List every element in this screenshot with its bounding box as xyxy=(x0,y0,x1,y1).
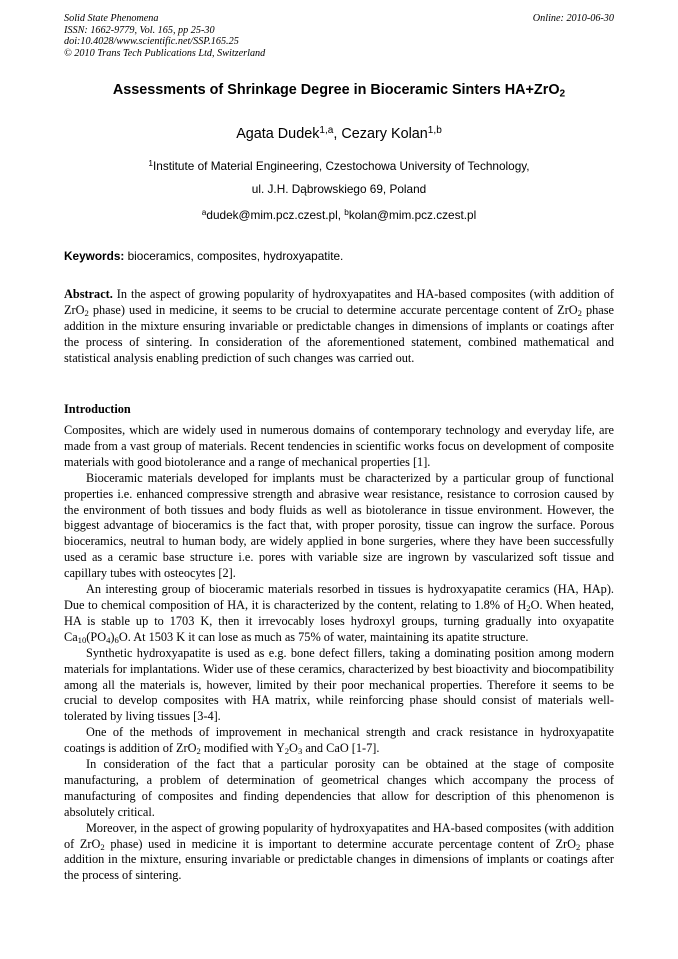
introduction-body xyxy=(64,423,614,884)
author-list xyxy=(40,125,638,143)
paragraph-text: An interesting group of bioceramic materials resorbed in tissues is hydroxyapatite ceramics (HA, HAp). Due to chemical composition of HA, it is characterized by the content, relating to 1.8% of H xyxy=(64,582,614,612)
paragraph-text: and CaO [1-7]. xyxy=(302,741,380,756)
body-paragraph xyxy=(64,582,614,646)
abstract-text: phase) used in medicine, it seems to be crucial to determine accurate percentage content of ZrO xyxy=(88,302,578,317)
paragraph-text: phase) used in medicine it is important to determine accurate percentage content of ZrO xyxy=(104,836,577,851)
paragraph-text: modified with Y xyxy=(200,741,285,756)
abstract-paragraph xyxy=(64,287,614,367)
paper-title xyxy=(40,81,638,99)
subscript: 2 xyxy=(100,841,105,852)
body-paragraph xyxy=(64,725,614,757)
keywords-label: Keywords: xyxy=(64,249,125,263)
subscript: 2 xyxy=(284,746,290,757)
subscript: 3 xyxy=(297,746,303,757)
body-paragraph: Synthetic hydroxyapatite is used as e.g. bone defect fillers, taking a dominating position among modern materials for implantations. Wider use of these ceramics, characterized by best bioactivity and biocompatibility among all the materials is, however, limited by their poor mechanical properties. Therefore it seems to be crucial to develop composites with HA matrix, while reinforcing phase should consist of materials well-tolerated by living tissues [3-4]. xyxy=(64,645,614,724)
keywords-text: bioceramics, composites, hydroxyapatite. xyxy=(124,249,344,263)
subscript: 2 xyxy=(577,308,582,319)
affiliation-address: ul. J.H. Dąbrowskiego 69, Poland xyxy=(251,182,427,196)
paragraph-text: O xyxy=(289,741,298,756)
subscript: 10 xyxy=(77,634,87,645)
keywords-section xyxy=(64,249,614,263)
author-emails xyxy=(40,208,638,222)
subscript: 6 xyxy=(114,634,119,645)
subscript: 2 xyxy=(526,603,531,614)
subscript: 2 xyxy=(84,308,89,319)
subscript: 2 xyxy=(196,746,201,757)
paragraph-text: O. When heated, HA is stable up to 1703 K, then it irrevocably loses hydroxyl groups, turning gradually into oxyapatite Ca xyxy=(64,597,614,644)
author-name: Agata Dudek xyxy=(236,126,320,142)
affiliation-marker: 1 xyxy=(148,158,153,168)
author-separator: , xyxy=(333,126,342,142)
email-marker: a xyxy=(201,207,207,217)
institute-text: Institute of Material Engineering, Czestochowa University of Technology, xyxy=(152,159,530,173)
journal-name: Solid State Phenomena xyxy=(64,13,159,24)
email-marker: b xyxy=(344,207,349,217)
author-superscript: 1,b xyxy=(427,124,442,136)
email-link[interactable]: dudek@mim.pcz.czest.pl, xyxy=(206,208,345,222)
abstract-text: phase addition in the mixture ensuring invariable or predictable changes in dimensions of implants or coatings after the process of sintering. In consideration of the aforementioned statement, combined mathematical and statistical analysis enabling prediction of such changes was carried out. xyxy=(64,302,614,365)
title-subscript: 2 xyxy=(559,88,566,100)
affiliation-institute xyxy=(40,159,638,173)
journal-header xyxy=(64,13,265,59)
body-paragraph xyxy=(64,821,614,885)
doi-line[interactable]: doi:10.4028/www.scientific.net/SSP.165.25 xyxy=(64,36,239,47)
subscript: 2 xyxy=(576,841,581,852)
subscript: 4 xyxy=(106,634,111,645)
paragraph-text: Moreover, in the aspect of growing popularity of hydroxyapatites and HA-based composites (with addition of ZrO xyxy=(64,820,614,851)
author-name: Cezary Kolan xyxy=(341,126,428,142)
paragraph-text: phase addition in the mixture, ensuring invariable or predictable changes in dimensions of implants or coatings after the process of sintering. xyxy=(64,836,614,883)
paragraph-text: (PO xyxy=(86,629,107,644)
email-link[interactable]: kolan@mim.pcz.czest.pl xyxy=(348,208,477,222)
paragraph-text: ) xyxy=(110,629,115,644)
body-paragraph: In consideration of the fact that a particular porosity can be obtained at the stage of composite manufacturing, a problem of determination of geometrical changes which accompany the process of manufacturing of composites and finding dependencies that allow for description of this phenomenon is absolutely critical. xyxy=(64,757,614,819)
paragraph-text: O. At 1503 K it can lose as much as 75% of water, maintaining its apatite structure. xyxy=(118,629,529,644)
issn-line: ISSN: 1662-9779, Vol. 165, pp 25-30 xyxy=(64,24,215,36)
paragraph-text: One of the methods of improvement in mechanical strength and crack resistance in hydroxyapatite coatings is addition of ZrO xyxy=(64,725,614,756)
abstract-label: Abstract. xyxy=(64,287,113,301)
copyright-line: © 2010 Trans Tech Publications Ltd, Switzerland xyxy=(64,47,266,59)
author-superscript: 1,a xyxy=(319,124,334,136)
abstract-text: In the aspect of growing popularity of hydroxyapatites and HA-based composites (with addition of ZrO xyxy=(64,287,614,317)
body-paragraph: Composites, which are widely used in numerous domains of contemporary technology and everyday life, are made from a vast group of materials. Recent tendencies in scientific works focus on development of composite materials with good biotolerance and a range of mechanical properties [1]. xyxy=(64,423,614,469)
section-heading: Introduction xyxy=(64,402,131,416)
online-date: Online: 2010-06-30 xyxy=(532,13,614,24)
body-paragraph: Bioceramic materials developed for implants must be characterized by a particular group of functional properties i.e. enhanced compressive strength and abrasive wear resistance, resistance to corrosion caused by the environment of both tissues and body fluids as well as biotolerance in tissue environment. However, the biggest advantage of bioceramics is the fact that, with proper porosity, tissue can ingrow the surface. Porous bioceramics, neutral to human body, are widely applied in bone surgeries, where they have been successfully used as a ceramic base structure i.e. pores with variable size are ingrown by vascularized soft tissue and capillary tubes with osteocytes [2]. xyxy=(64,470,614,581)
title-text: Assessments of Shrinkage Degree in Bioceramic Sinters HA+ZrO xyxy=(112,82,560,98)
